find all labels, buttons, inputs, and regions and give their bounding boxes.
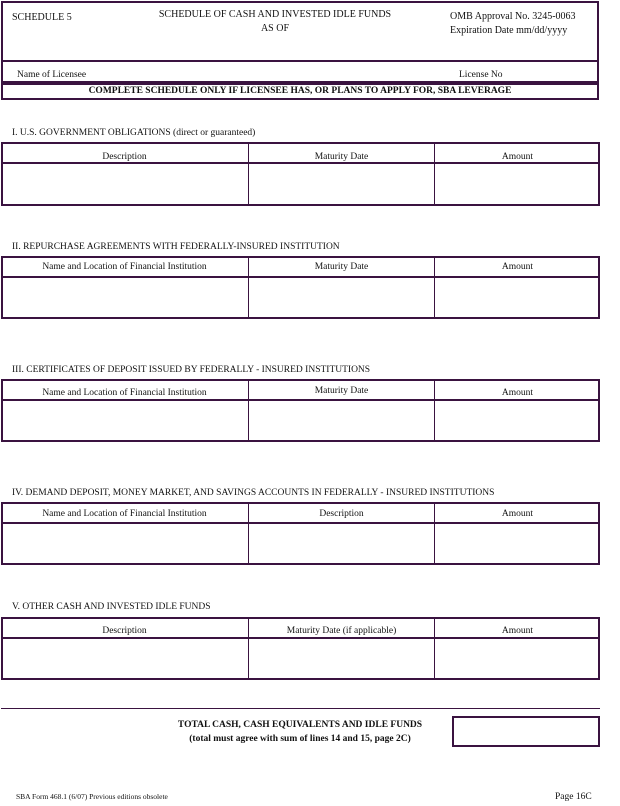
section-3-col-maturity-date: Maturity Date bbox=[314, 386, 369, 396]
section-5-maturity-date-input[interactable] bbox=[251, 640, 433, 679]
section-5-amount-input[interactable] bbox=[437, 640, 598, 679]
section-3-header-divider bbox=[1, 399, 600, 401]
section-3-institution-input[interactable] bbox=[3, 402, 247, 441]
section-3-col-institution: Name and Location of Financial Institution bbox=[42, 388, 207, 398]
footer-page-number: Page 16C bbox=[555, 792, 592, 802]
total-label-line1: TOTAL CASH, CASH EQUIVALENTS AND IDLE FUNDS bbox=[177, 720, 423, 730]
section-1-col-description: Description bbox=[102, 152, 147, 162]
total-separator bbox=[1, 708, 600, 709]
section-4-institution-input[interactable] bbox=[3, 525, 247, 564]
expiration-date: Expiration Date mm/dd/yyyy bbox=[450, 25, 568, 36]
section-2-col-amount: Amount bbox=[501, 262, 534, 272]
section-5-col-maturity-date: Maturity Date (if applicable) bbox=[286, 626, 397, 636]
section-1-maturity-date-input[interactable] bbox=[251, 165, 433, 205]
as-of-date-field[interactable] bbox=[160, 36, 390, 58]
section-5-description-input[interactable] bbox=[3, 640, 247, 679]
schedule-label: SCHEDULE 5 bbox=[12, 12, 72, 23]
section-1-title: I. U.S. GOVERNMENT OBLIGATIONS (direct or guaranteed) bbox=[12, 128, 256, 138]
section-2-title: II. REPURCHASE AGREEMENTS WITH FEDERALLY-INSURED INSTITUTION bbox=[12, 242, 340, 252]
section-4-col-amount: Amount bbox=[501, 509, 534, 519]
section-5-col-description: Description bbox=[102, 626, 147, 636]
licensee-name-field[interactable] bbox=[96, 64, 446, 82]
section-2-header-divider bbox=[1, 276, 600, 278]
section-5-header-divider bbox=[1, 637, 600, 639]
section-1-description-input[interactable] bbox=[3, 165, 247, 205]
section-4-header-divider bbox=[1, 522, 600, 524]
section-5-title: V. OTHER CASH AND INVESTED IDLE FUNDS bbox=[12, 602, 211, 612]
form-title-line2: AS OF bbox=[260, 23, 290, 34]
license-no-field[interactable] bbox=[512, 64, 598, 82]
section-2-institution-input[interactable] bbox=[3, 279, 247, 318]
leverage-banner-text: COMPLETE SCHEDULE ONLY IF LICENSEE HAS, OR PLANS TO APPLY FOR, SBA LEVERAGE bbox=[88, 86, 512, 96]
section-1-col-amount: Amount bbox=[501, 152, 534, 162]
section-1-amount-input[interactable] bbox=[437, 165, 598, 205]
section-1-col-maturity-date: Maturity Date bbox=[314, 152, 369, 162]
omb-approval: OMB Approval No. 3245-0063 bbox=[450, 11, 576, 22]
section-3-maturity-date-input[interactable] bbox=[251, 402, 433, 441]
section-2-maturity-date-input[interactable] bbox=[251, 279, 433, 318]
section-2-col-institution: Name and Location of Financial Institution bbox=[42, 262, 207, 272]
section-2-amount-input[interactable] bbox=[437, 279, 598, 318]
section-4-amount-input[interactable] bbox=[437, 525, 598, 564]
form-title-line1: SCHEDULE OF CASH AND INVESTED IDLE FUNDS bbox=[158, 9, 392, 20]
section-4-description-input[interactable] bbox=[251, 525, 433, 564]
section-2-col-maturity-date: Maturity Date bbox=[314, 262, 369, 272]
section-3-title: III. CERTIFICATES OF DEPOSIT ISSUED BY FEDERALLY - INSURED INSTITUTIONS bbox=[12, 365, 371, 375]
section-4-col-institution: Name and Location of Financial Institution bbox=[42, 509, 207, 519]
license-no-label: License No bbox=[459, 70, 503, 80]
section-3-col-amount: Amount bbox=[501, 388, 534, 398]
section-4-title: IV. DEMAND DEPOSIT, MONEY MARKET, AND SAVINGS ACCOUNTS IN FEDERALLY - INSURED INSTITUTIONS bbox=[12, 488, 495, 498]
licensee-name-label: Name of Licensee bbox=[17, 70, 87, 80]
section-3-amount-input[interactable] bbox=[437, 402, 598, 441]
section-5-col-amount: Amount bbox=[501, 626, 534, 636]
total-label-line2: (total must agree with sum of lines 14 and 15, page 2C) bbox=[189, 734, 411, 744]
footer-form-number: SBA Form 468.1 (6/07) Previous editions obsolete bbox=[16, 792, 168, 801]
total-amount-input[interactable] bbox=[452, 716, 600, 747]
section-4-col-description: Description bbox=[319, 509, 364, 519]
